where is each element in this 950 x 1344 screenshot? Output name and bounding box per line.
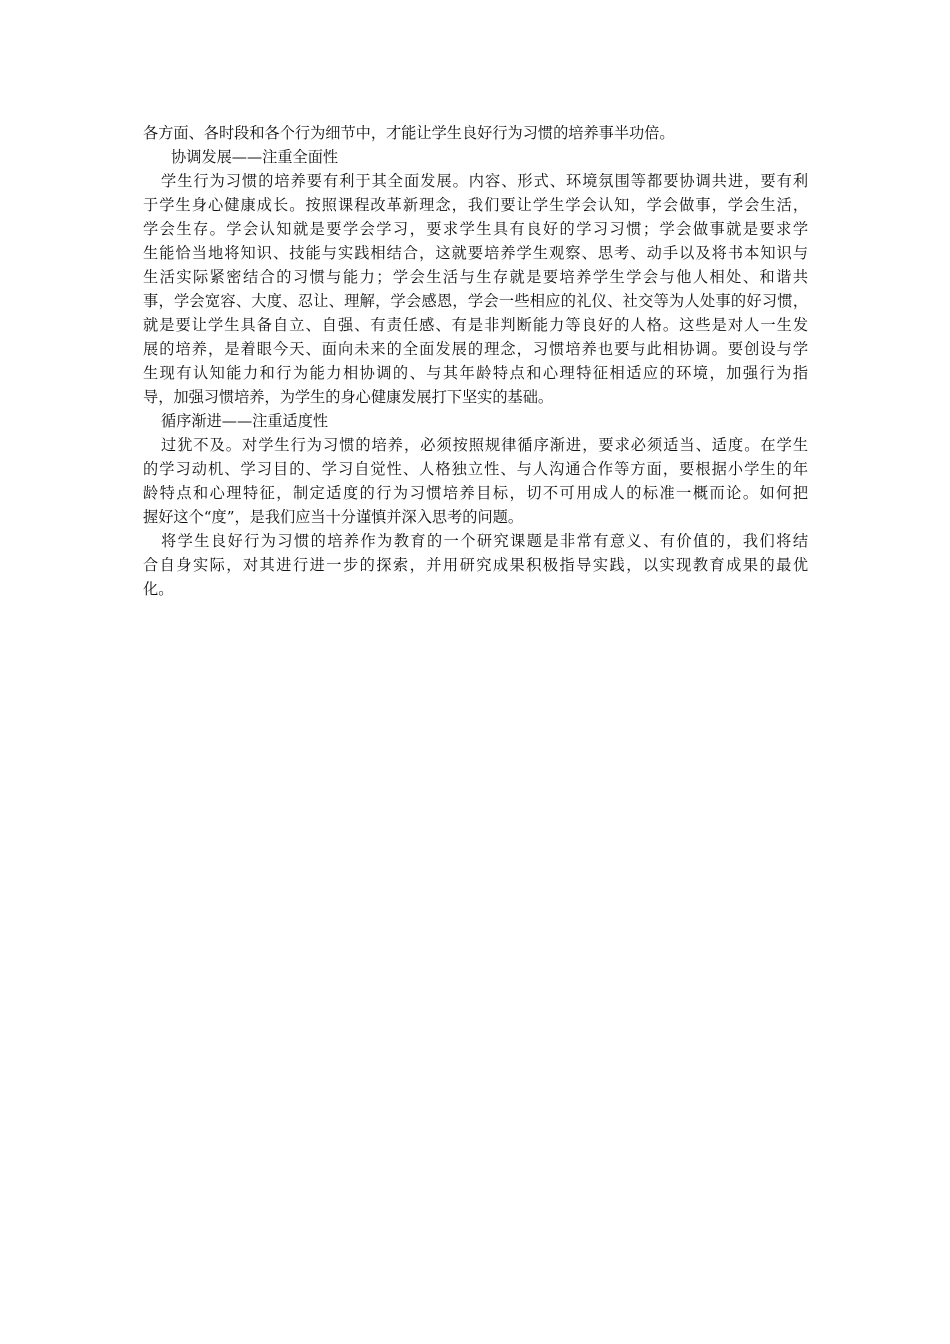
text-line: 的学习动机、学习目的、学习自觉性、人格独立性、与人沟通合作等方面，要根据小学生的年 xyxy=(143,460,808,478)
section-heading-coordinated-development xyxy=(143,145,808,169)
text-line: 将学生良好行为习惯的培养作为教育的一个研究课题是非常有意义、有价值的，我们将结 xyxy=(161,532,808,550)
paragraph-conclusion xyxy=(143,529,808,601)
heading-text: 协调发展——注重全面性 xyxy=(171,148,339,166)
text-line: 生现有认知能力和行为能力相协调的、与其年龄特点和心理特征相适应的环境，加强行为指 xyxy=(143,364,808,382)
text-line: 生活实际紧密结合的习惯与能力；学会生活与生存就是要培养学生学会与他人相处、和谐共 xyxy=(143,268,808,286)
text-line: 握好这个“度”，是我们应当十分谨慎并深入思考的问题。 xyxy=(143,508,524,526)
text-line: 导，加强习惯培养，为学生的身心健康发展打下坚实的基础。 xyxy=(143,388,554,406)
text-line: 学生行为习惯的培养要有利于其全面发展。内容、形式、环境氛围等都要协调共进，要有利 xyxy=(161,172,808,190)
text-line: 各方面、各时段和各个行为细节中，才能让学生良好行为习惯的培养事半功倍。 xyxy=(143,124,675,142)
text-line: 就是要让学生具备自立、自强、有责任感、有是非判断能力等良好的人格。这些是对人一生发 xyxy=(143,316,808,334)
text-line: 化。 xyxy=(143,580,174,598)
text-line: 合自身实际，对其进行进一步的探索，并用研究成果积极指导实践，以实现教育成果的最优 xyxy=(143,556,808,574)
text-line: 于学生身心健康成长。按照课程改革新理念，我们要让学生学会认知，学会做事，学会生活， xyxy=(143,196,808,214)
paragraph-intro-tail xyxy=(143,121,808,145)
text-line: 龄特点和心理特征，制定适度的行为习惯培养目标，切不可用成人的标准一概而论。如何把 xyxy=(143,484,808,502)
paragraph-coordinated-development xyxy=(143,169,808,409)
text-line: 过犹不及。对学生行为习惯的培养，必须按照规律循序渐进，要求必须适当、适度。在学生 xyxy=(161,436,808,454)
document-body xyxy=(143,121,808,601)
text-line: 生能恰当地将知识、技能与实践相结合，这就要培养学生观察、思考、动手以及将书本知识与 xyxy=(143,244,808,262)
paragraph-gradual-progress xyxy=(143,433,808,529)
text-line: 展的培养，是着眼今天、面向未来的全面发展的理念，习惯培养也要与此相协调。要创设与学 xyxy=(143,340,808,358)
heading-text: 循序渐进——注重适度性 xyxy=(161,412,329,430)
section-heading-gradual-progress xyxy=(143,409,808,433)
text-line: 学会生存。学会认知就是要学会学习，要求学生具有良好的学习习惯；学会做事就是要求学 xyxy=(143,220,808,238)
text-line: 事，学会宽容、大度、忍让、理解，学会感恩，学会一些相应的礼仪、社交等为人处事的好习惯， xyxy=(143,292,808,310)
